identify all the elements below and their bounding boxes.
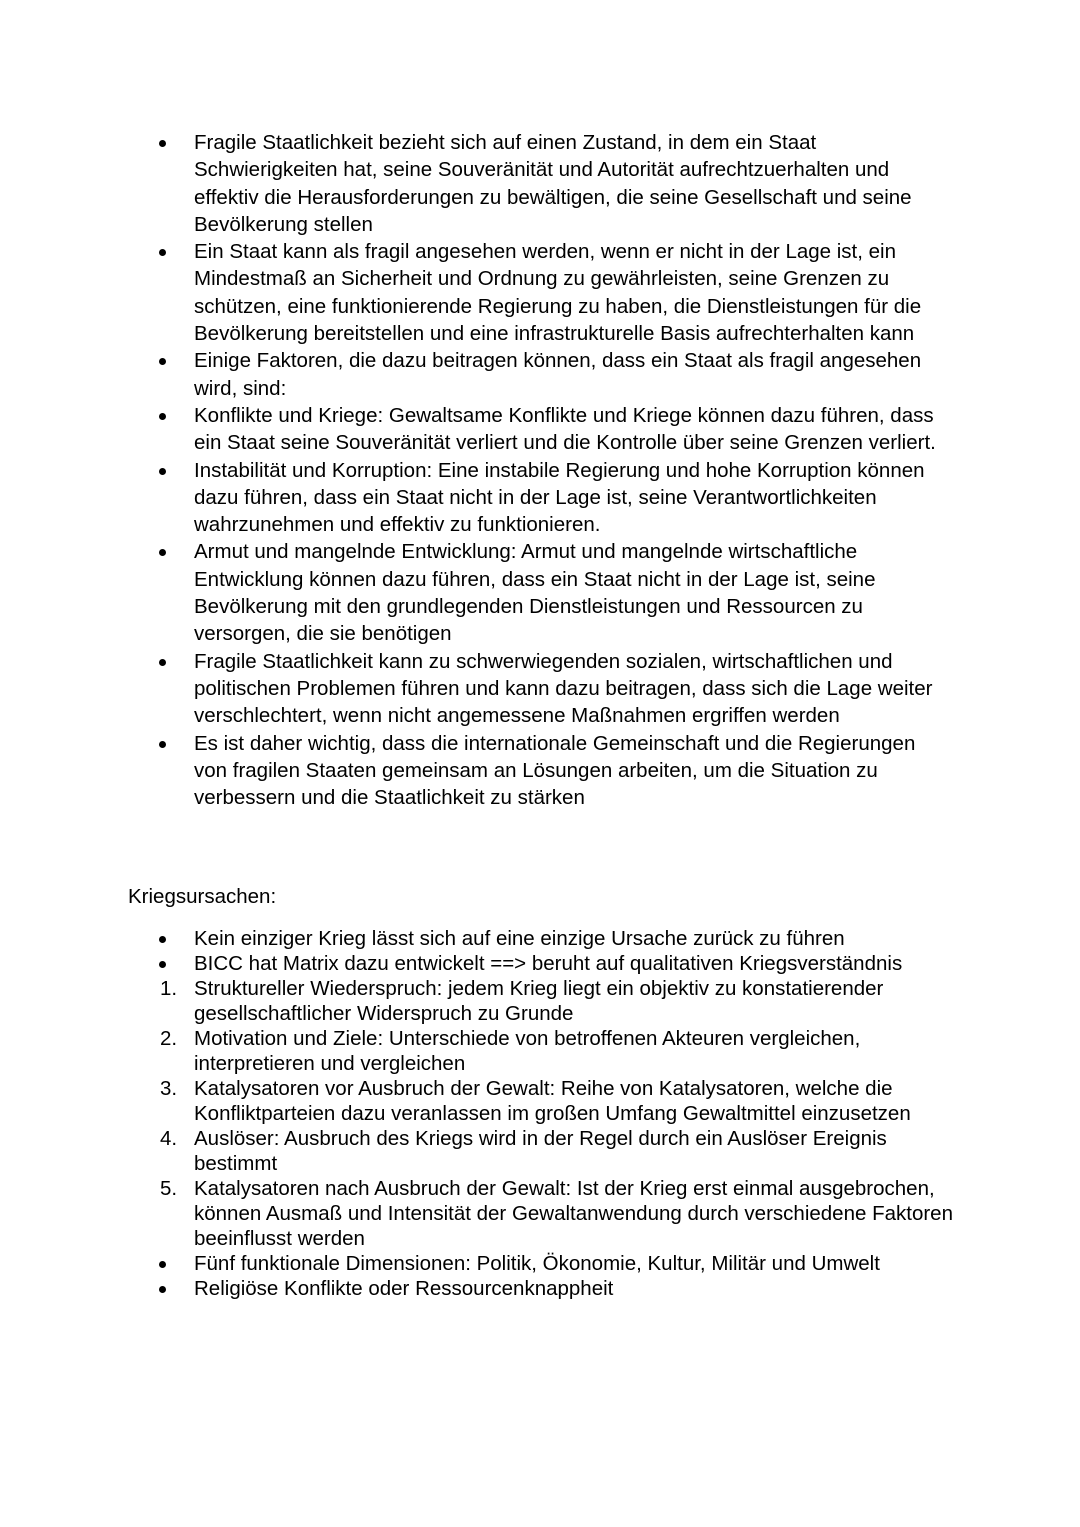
list-number: 3. bbox=[160, 1077, 178, 1100]
list-item-text: Fragile Staatlichkeit bezieht sich auf einen Zustand, in dem ein Staat Schwierigkeiten hat, seine Souveränität und Autorität aufrechtzuerhalten und effektiv die Herausforderungen zu bewältigen, die seine Gesellschaft und seine Bevölkerung stellen bbox=[194, 131, 912, 236]
list-item-text: Auslöser: Ausbruch des Kriegs wird in der Regel durch ein Auslöser Ereignis bestimmt bbox=[194, 1127, 887, 1175]
list-item-text: Motivation und Ziele: Unterschiede von betroffenen Akteuren vergleichen, interpretieren und vergleichen bbox=[194, 1027, 861, 1075]
list-item-text: Kein einziger Krieg lässt sich auf eine einzige Ursache zurück zu führen bbox=[194, 927, 845, 950]
bullet-icon bbox=[0, 347, 194, 374]
list-item bbox=[0, 1276, 954, 1301]
list-item-text: Struktureller Wiederspruch: jedem Krieg liegt ein objektiv zu konstatierender gesellschaftlicher Widerspruch zu Grunde bbox=[194, 977, 884, 1025]
list-item-text: Instabilität und Korruption: Eine instabile Regierung und hohe Korruption können dazu führen, dass ein Staat nicht in der Lage ist, seine Verantwortlichkeiten wahrzunehmen und effektiv zu funktionieren. bbox=[194, 458, 925, 537]
list-item bbox=[0, 730, 954, 812]
list-item bbox=[0, 926, 954, 951]
list-item bbox=[0, 648, 954, 730]
list-item-text: Religiöse Konflikte oder Ressourcenknappheit bbox=[194, 1277, 614, 1300]
war-causes-list bbox=[0, 926, 954, 1301]
list-item bbox=[0, 457, 954, 539]
bullet-icon bbox=[0, 129, 194, 156]
list-item-text: Katalysatoren nach Ausbruch der Gewalt: Ist der Krieg erst einmal ausgebrochen, können Ausmaß und Intensität der Gewaltanwendung durch verschiedene Faktoren beeinflusst werden bbox=[194, 1177, 953, 1250]
bullet-icon bbox=[0, 457, 194, 484]
list-item-text: Ein Staat kann als fragil angesehen werden, wenn er nicht in der Lage ist, ein Mindestmaß an Sicherheit und Ordnung zu gewährleisten, seine Grenzen zu schützen, eine funktionierende Regierung zu haben, die Dienstleistungen für die Bevölkerung bereitstellen und eine infrastrukturelle Basis aufrechterhalten kann bbox=[194, 240, 922, 346]
bullet-icon bbox=[0, 648, 194, 675]
list-number: 4. bbox=[160, 1127, 178, 1150]
section-heading: Kriegsursachen: bbox=[128, 885, 277, 908]
list-item-text: Katalysatoren vor Ausbruch der Gewalt: Reihe von Katalysatoren, welche die Konfliktparteien dazu veranlassen im großen Umfang Gewaltmittel einzusetzen bbox=[194, 1077, 911, 1125]
bullet-icon bbox=[0, 951, 194, 978]
list-number: 2. bbox=[160, 1027, 178, 1050]
list-item-text: BICC hat Matrix dazu entwickelt ==> beruht auf qualitativen Kriegsverständnis bbox=[194, 952, 903, 975]
list-item bbox=[0, 1176, 954, 1251]
bullet-icon bbox=[0, 238, 194, 265]
list-item bbox=[0, 1126, 954, 1176]
list-item-text: Armut und mangelnde Entwicklung: Armut und mangelnde wirtschaftliche Entwicklung können dazu führen, dass ein Staat nicht in der Lage ist, seine Bevölkerung mit den grundlegenden Dienstleistungen und Ressourcen zu versorgen, die sie benötigen bbox=[194, 540, 876, 646]
list-item-text: Es ist daher wichtig, dass die internationale Gemeinschaft und die Regierungen von fragilen Staaten gemeinsam an Lösungen arbeiten, um die Situation zu verbessern und die Staatlichkeit zu stärken bbox=[194, 731, 916, 810]
list-item bbox=[0, 238, 954, 347]
list-number: 1. bbox=[160, 977, 178, 1000]
list-item bbox=[0, 402, 954, 457]
list-item bbox=[0, 1026, 954, 1076]
list-item bbox=[0, 1076, 954, 1126]
list-item bbox=[0, 951, 954, 976]
list-item bbox=[0, 538, 954, 647]
list-item-text: Einige Faktoren, die dazu beitragen können, dass ein Staat als fragil angesehen wird, sind: bbox=[194, 349, 922, 400]
list-item bbox=[0, 347, 954, 402]
list-item bbox=[0, 1251, 954, 1276]
bullet-icon bbox=[0, 538, 194, 565]
list-item-text: Fragile Staatlichkeit kann zu schwerwiegenden sozialen, wirtschaftlichen und politischen Problemen führen und kann dazu beitragen, dass sich die Lage weiter verschlechtert, wenn nicht angemessene Maßnahmen ergriffen werden bbox=[194, 649, 933, 728]
list-item bbox=[0, 976, 954, 1026]
bullet-icon bbox=[0, 730, 194, 757]
bullet-icon bbox=[0, 1251, 194, 1278]
bullet-icon bbox=[0, 926, 194, 953]
bullet-icon bbox=[0, 402, 194, 429]
list-number: 5. bbox=[160, 1177, 178, 1200]
fragile-state-bullet-list bbox=[0, 129, 954, 811]
list-item-text: Konflikte und Kriege: Gewaltsame Konflikte und Kriege können dazu führen, dass ein Staat seine Souveränität verliert und die Kontrolle über seine Grenzen verliert. bbox=[194, 403, 936, 455]
bullet-icon bbox=[0, 1276, 194, 1303]
list-item bbox=[0, 129, 954, 238]
list-item-text: Fünf funktionale Dimensionen: Politik, Ökonomie, Kultur, Militär und Umwelt bbox=[194, 1252, 880, 1275]
